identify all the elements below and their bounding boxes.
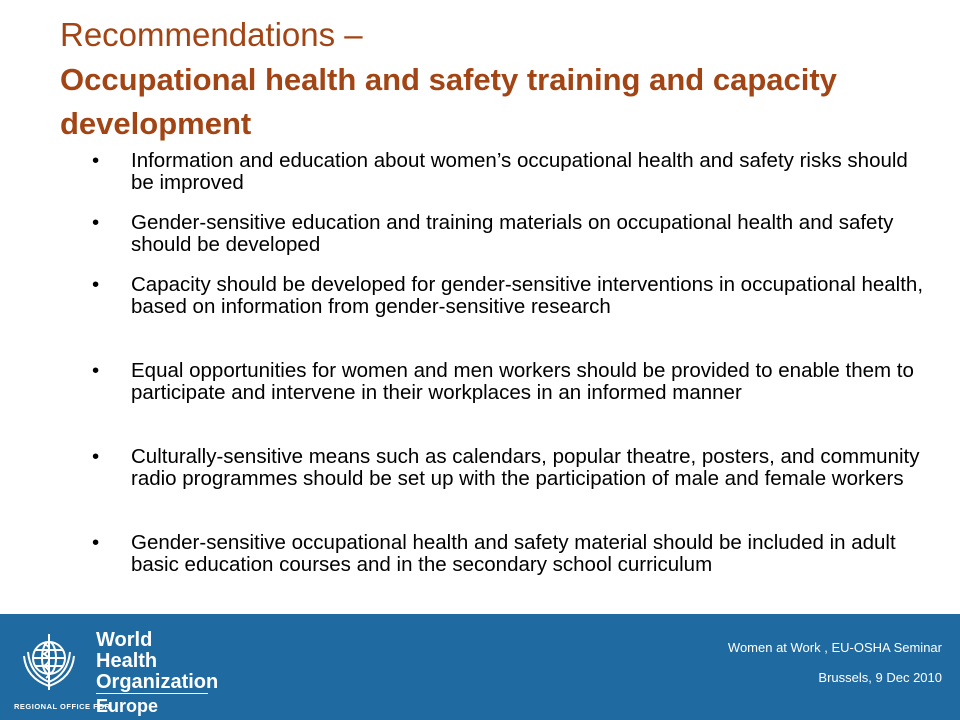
bullet-marker: • <box>92 273 100 296</box>
bullet-marker: • <box>92 531 100 554</box>
bullet-marker: • <box>92 359 100 382</box>
bullet-item <box>92 532 931 576</box>
footer-bar <box>0 614 960 720</box>
bullet-text: Information and education about women’s occupational health and safety risks should be improved <box>131 149 908 194</box>
bullet-marker: • <box>92 149 100 172</box>
who-emblem-icon <box>14 628 84 698</box>
bullet-text: Capacity should be developed for gender-sensitive interventions in occupational health, based on information from gender-sensitive research <box>131 273 924 318</box>
event-date: Brussels, 9 Dec 2010 <box>818 670 942 685</box>
bullet-marker: • <box>92 445 100 468</box>
bullet-item <box>92 212 931 256</box>
bullet-item <box>92 150 931 194</box>
bullet-item <box>92 446 931 490</box>
who-logo <box>10 624 219 716</box>
bullet-text: Culturally-sensitive means such as calendars, popular theatre, posters, and community radio programmes should be set up with the participation of male and female workers <box>131 445 920 490</box>
title-line-1: Recommendations – <box>60 16 363 53</box>
who-name <box>96 630 218 693</box>
logo-divider <box>96 693 208 694</box>
bullet-text: Gender-sensitive occupational health and safety material should be included in adult basic education courses and in the secondary school curriculum <box>131 531 896 576</box>
bullet-marker: • <box>92 211 100 234</box>
who-name-line-2: Organization <box>96 671 219 693</box>
who-name-line-1: World Health <box>96 629 158 672</box>
bullet-item <box>92 360 931 404</box>
slide-title <box>60 12 920 146</box>
bullet-text: Equal opportunities for women and men workers should be provided to enable them to participate and intervene in their workplaces in an informed manner <box>131 359 914 404</box>
event-name: Women at Work , EU-OSHA Seminar <box>727 640 942 655</box>
bullet-text: Gender-sensitive education and training materials on occupational health and safety should be developed <box>131 211 894 256</box>
bullet-item <box>92 274 931 318</box>
title-line-2: Occupational health and safety training and capacity development <box>60 62 837 141</box>
region-name: Europe <box>96 696 159 716</box>
region-label: REGIONAL OFFICE FOR <box>14 702 111 711</box>
